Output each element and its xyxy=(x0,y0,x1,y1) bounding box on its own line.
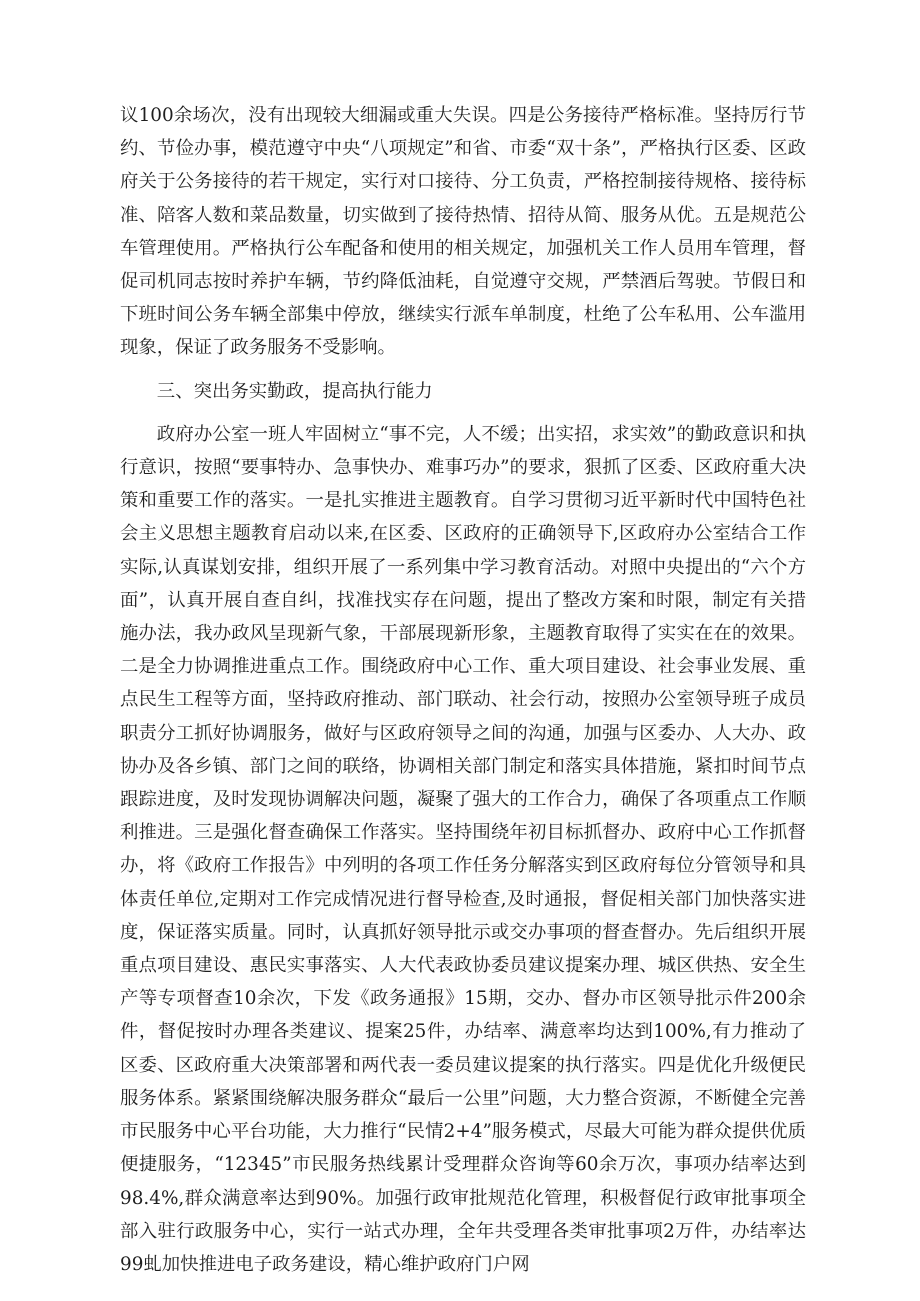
section-heading: 三、突出务实勤政，提高执行能力 xyxy=(156,380,433,402)
document-body xyxy=(120,99,806,1281)
paragraph-main: 政府办公室一班人牢固树立“事不完，人不缓；出实招，求实效”的勤政意识和执行意识，按照“要事特办、急事快办、难事巧办”的要求，狠抓了区委、区政府重大决策和重要工作的落实。一是扎实推进主题教育。自学习贯彻习近平新时代中国特色社会主义思想主题教育启动以来,在区委、区政府的正确领导下,区政府办公室结合工作实际,认真谋划安排，组织开展了一系列集中学习教育活动。对照中央提出的“六个方面”，认真开展自查自纠，找准找实存在问题，提出了整改方案和时限，制定有关措施办法，我办政风呈现新气象，干部展现新形象，主题教育取得了实实在在的效果。二是全力协调推进重点工作。围绕政府中心工作、重大项目建设、社会事业发展、重点民生工程等方面，坚持政府推动、部门联动、社会行动，按照办公室领导班子成员职责分工抓好协调服务，做好与区政府领导之间的沟通，加强与区委办、人大办、政协办及各乡镇、部门之间的联络，协调相关部门制定和落实具体措施，紧扣时间节点跟踪进度，及时发现协调解决问题，凝聚了强大的工作合力，确保了各项重点工作顺利推进。三是强化督查确保工作落实。坚持围绕年初目标抓督办、政府中心工作抓督办，将《政府工作报告》中列明的各项工作任务分解落实到区政府每位分管领导和具体责任单位,定期对工作完成情况进行督导检查,及时通报，督促相关部门加快落实进度，保证落实质量。同时，认真抓好领导批示或交办事项的督查督办。先后组织开展重点项目建设、惠民实事落实、人大代表政协委员建议提案办理、城区供热、安全生产等专项督查10余次，下发《政务通报》15期，交办、督办市区领导批示件200余件，督促按时办理各类建议、提案25件，办结率、满意率均达到100%,有力推动了区委、区政府重大决策部署和两代表一委员建议提案的执行落实。四是优化升级便民服务体系。紧紧围绕解决服务群众“最后一公里”问题，大力整合资源，不断健全完善市民服务中心平台功能，大力推行“民情2+4”服务模式，尽最大可能为群众提供优质便捷服务，“12345”市民服务热线累计受理群众咨询等60余万次，事项办结率达到98.4%,群众满意率达到90%。加强行政审批规范化管理，积极督促行政审批事项全部入驻行政服务中心，实行一站式办理，全年共受理各类审批事项2万件，办结率达99虬加快推进电子政务建设，精心维护政府门户网 xyxy=(120,423,806,1275)
paragraph-continued: 议100余场次，没有出现较大细漏或重大失误。四是公务接待严格标准。坚持厉行节约、节俭办事，模范遵守中央“八项规定”和省、市委“双十条”，严格执行区委、区政府关于公务接待的若干规定，实行对口接待、分工负责，严格控制接待规格、接待标准、陪客人数和菜品数量，切实做到了接待热情、招待从简、服务从优。五是规范公车管理使用。严格执行公车配备和使用的相关规定，加强机关工作人员用车管理，督促司机同志按时养护车辆，节约降低油耗，自觉遵守交规，严禁酒后驾驶。节假日和下班时间公务车辆全部集中停放，继续实行派车单制度，杜绝了公车私用、公车滥用现象，保证了政务服务不受影响。 xyxy=(120,105,806,359)
